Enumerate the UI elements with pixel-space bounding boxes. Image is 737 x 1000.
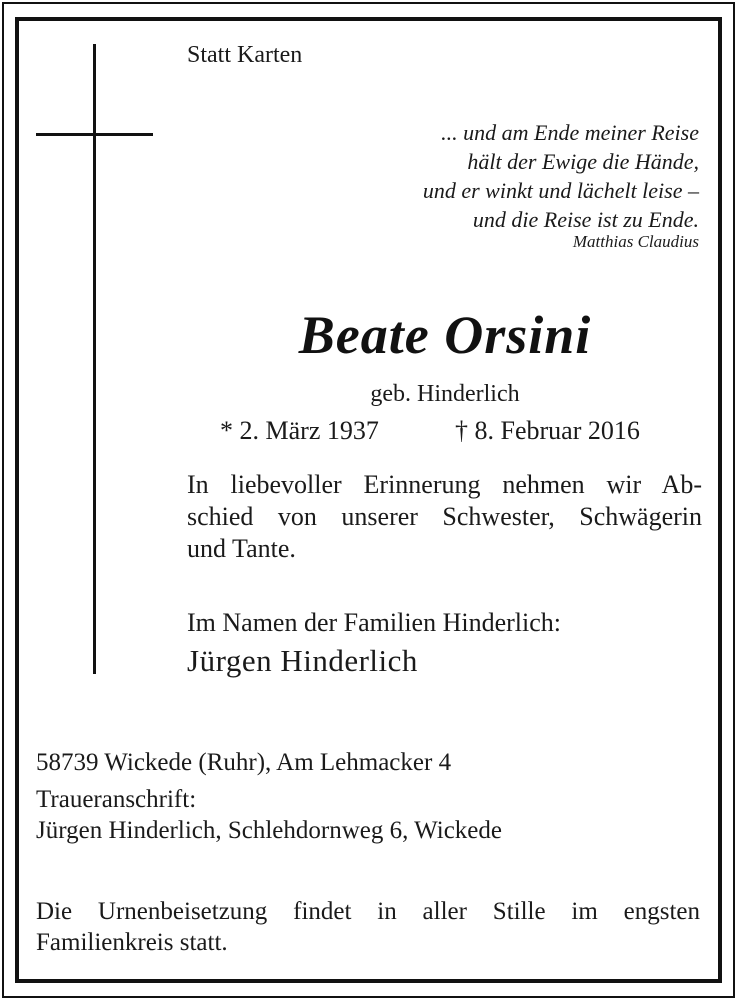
mourning-address: Jürgen Hinderlich, Schlehdornweg 6, Wickede: [36, 817, 503, 844]
quote-line: und er winkt und lächelt leise –: [422, 178, 699, 203]
burial-line: Familienkreis statt.: [36, 929, 228, 956]
message-line: schied von unserer Schwester, Schwägerin: [187, 502, 702, 531]
cross-icon-horizontal: [36, 133, 153, 136]
family-intro: Im Namen der Familien Hinderlich:: [187, 608, 562, 637]
birth-name: geb. Hinderlich: [370, 381, 520, 407]
burial-line: Die Urnenbeisetzung findet in aller Stille im engsten: [36, 898, 700, 925]
quote-author: Matthias Claudius: [572, 232, 699, 251]
quote: [423, 118, 699, 234]
burial-notice: [36, 896, 700, 958]
header-note: Statt Karten: [187, 42, 303, 68]
quote-line: ... und am Ende meiner Reise: [441, 120, 699, 145]
quote-line: und die Reise ist zu Ende.: [472, 207, 699, 232]
birth-date: * 2. März 1937: [220, 416, 379, 445]
message-line: und Tante.: [187, 534, 296, 563]
signer-name: Jürgen Hinderlich: [187, 643, 418, 678]
residence-address: 58739 Wickede (Ruhr), Am Lehmacker 4: [36, 749, 452, 776]
death-date: † 8. Februar 2016: [455, 416, 640, 445]
message-line: In liebevoller Erinnerung nehmen wir Ab-: [187, 470, 702, 499]
quote-line: hält der Ewige die Hände,: [467, 149, 699, 174]
farewell-message: [187, 469, 702, 565]
deceased-name: Beate Orsini: [298, 305, 592, 365]
mourning-address-label: Traueranschrift:: [36, 786, 197, 813]
